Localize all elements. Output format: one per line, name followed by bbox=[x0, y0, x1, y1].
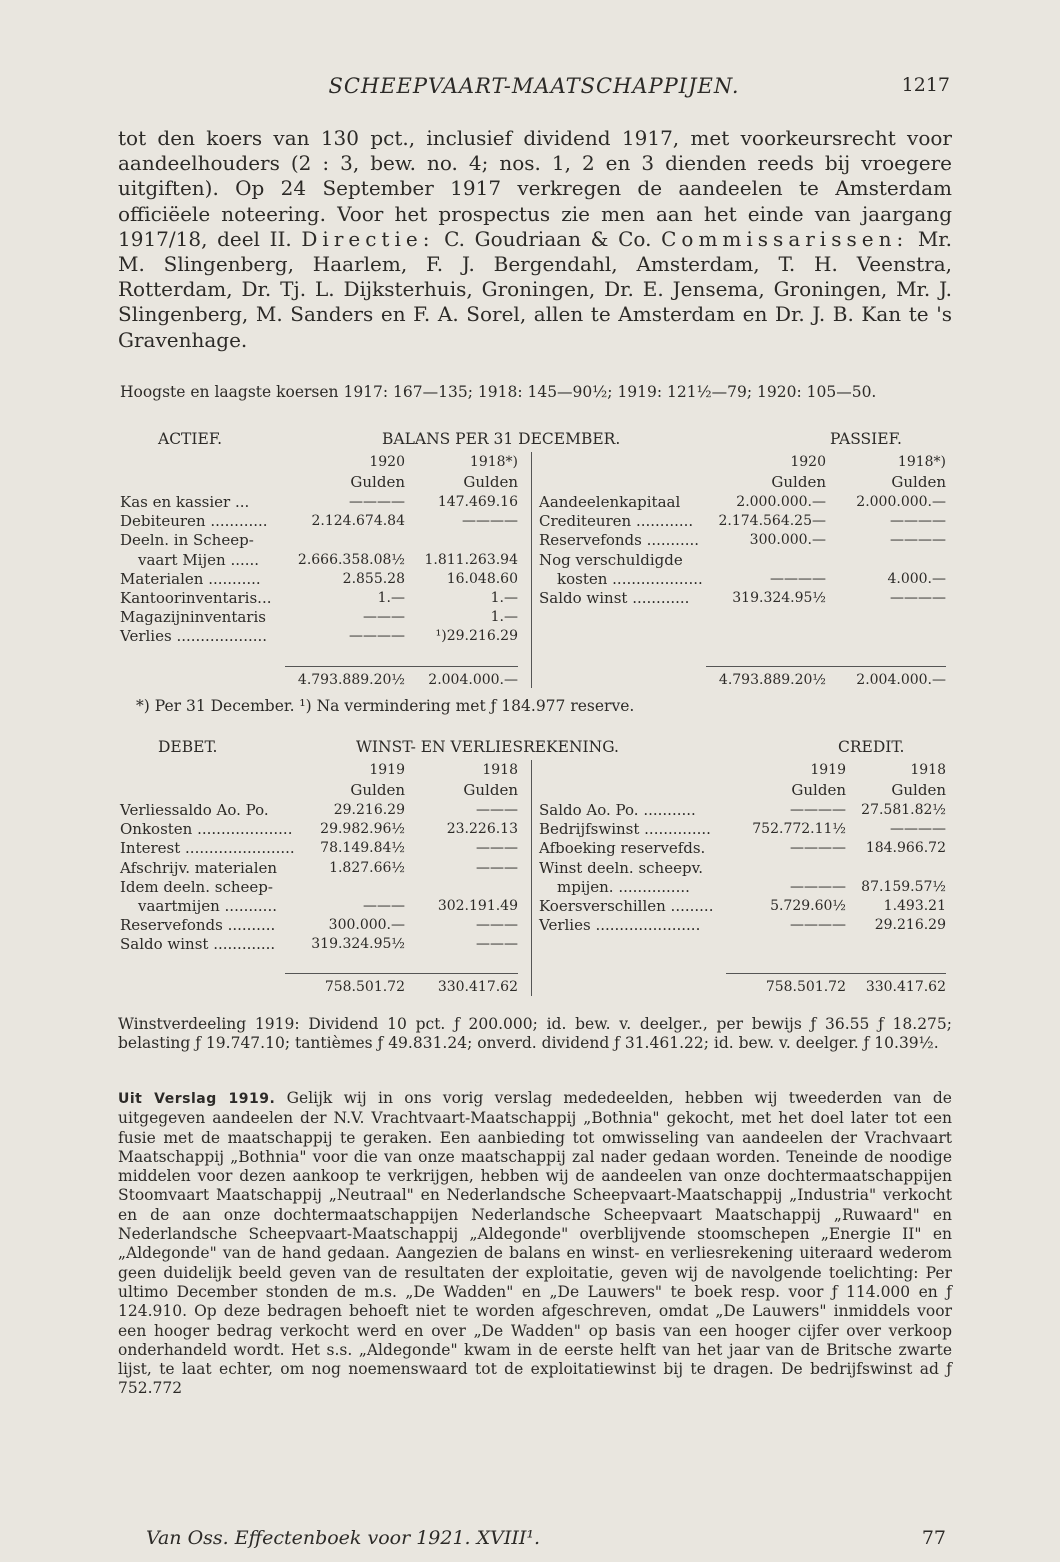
commissarissen-label: Commissarissen: bbox=[661, 226, 909, 251]
table-cell-value: ——— bbox=[476, 859, 518, 876]
unit-header: Gulden bbox=[891, 473, 946, 491]
table-cell-value: ¹)29.216.29 bbox=[435, 628, 518, 645]
total-value: 4.793.889.20½ bbox=[718, 672, 826, 688]
table-row-label: Verlies ................... bbox=[120, 627, 268, 646]
table-cell-value: 184.966.72 bbox=[865, 840, 946, 857]
table-row-label: Kantoorinventaris... bbox=[120, 589, 272, 607]
table-cell-value: 302.191.49 bbox=[437, 898, 518, 914]
table-row-label: vaartmijen ........... bbox=[138, 897, 277, 915]
table-cell-value: ———— bbox=[890, 821, 946, 838]
table-row-label: Bedrijfswinst .............. bbox=[539, 820, 711, 839]
verslag-lead: Uit Verslag 1919. bbox=[118, 1091, 276, 1107]
table-row-label: Saldo winst ............ bbox=[539, 589, 690, 607]
total-value: 330.417.62 bbox=[437, 979, 518, 995]
year-header: 1918 bbox=[482, 762, 518, 778]
unit-header: Gulden bbox=[463, 473, 518, 491]
table-cell-value: 300.000.— bbox=[328, 917, 405, 934]
year-header: 1920 bbox=[369, 454, 405, 470]
table-cell-value: 2.855.28 bbox=[342, 570, 405, 587]
table-cell-value: ——— bbox=[476, 840, 518, 857]
table-row-label: Magazijninventaris bbox=[120, 608, 266, 627]
table-cell-value: 29.216.29 bbox=[874, 917, 946, 934]
table-row-label: Interest ....................... bbox=[120, 839, 295, 858]
table-cell-value: 147.469.16 bbox=[437, 494, 518, 510]
table-cell-value: ——— bbox=[476, 802, 518, 818]
year-header: 1918*) bbox=[897, 454, 946, 470]
winst-debet-title: DEBET. bbox=[158, 738, 218, 756]
table-cell-value: 1.827.66½ bbox=[329, 859, 405, 876]
table-row-label: Materialen ........... bbox=[120, 569, 261, 588]
table-cell-value: ———— bbox=[890, 513, 946, 530]
table-row-label: Verliessaldo Ao. Po. bbox=[120, 801, 269, 819]
table-cell-value: 2.000.000.— bbox=[736, 494, 826, 510]
winstverdeeling-paragraph: Winstverdeeling 1919: Dividend 10 pct. ƒ 200.000; id. bew. v. deelger., per bewijs ƒ 36.55 ƒ 18.275; belasting ƒ 19.747.10; tantièmes ƒ 49.831.24; onverd. dividend ƒ 31.461.22; id. bew. v. deelger. ƒ 10.39½. bbox=[118, 1015, 952, 1053]
table-cell-value: 87.159.57½ bbox=[861, 878, 946, 895]
table-cell-value: 4.000.— bbox=[887, 570, 946, 587]
table-row-label: Kas en kassier ... bbox=[120, 493, 250, 511]
total-value: 758.501.72 bbox=[765, 979, 846, 995]
winst-credit-title: CREDIT. bbox=[838, 738, 905, 756]
table-row-label: Afboeking reservefds. bbox=[539, 839, 706, 858]
footer-source: Van Oss. Effectenboek voor 1921. XVIII¹. bbox=[146, 1527, 541, 1549]
table-cell-value: 1.— bbox=[490, 590, 518, 606]
table-cell-value: 78.149.84½ bbox=[320, 840, 405, 857]
table-cell-value: 752.772.11½ bbox=[752, 821, 846, 838]
page-number: 1217 bbox=[901, 74, 950, 96]
year-header: 1919 bbox=[369, 762, 405, 778]
table-row-label: Reservefonds .......... bbox=[120, 916, 276, 935]
total-rule bbox=[726, 973, 946, 974]
total-rule bbox=[285, 973, 518, 974]
footer bbox=[146, 1527, 946, 1553]
table-cell-value: 1.493.21 bbox=[883, 898, 946, 914]
table-cell-value: 5.729.60½ bbox=[770, 898, 846, 914]
balans-passief-title: PASSIEF. bbox=[830, 430, 902, 448]
table-row-label: Koersverschillen ......... bbox=[539, 897, 714, 915]
unit-header: Gulden bbox=[350, 473, 405, 491]
table-row-label: Onkosten .................... bbox=[120, 820, 293, 839]
table-cell-value: 27.581.82½ bbox=[861, 802, 946, 818]
table-row-label: Idem deeln. scheep- bbox=[120, 877, 273, 896]
table-row-label: kosten ................... bbox=[557, 569, 703, 588]
table-cell-value: 2.124.674.84 bbox=[311, 513, 405, 530]
unit-header: Gulden bbox=[350, 781, 405, 799]
verslag-text: Gelijk wij in ons vorig verslag mededeelden, hebben wij tweederden van de uitgegeven aandeelen der N.V. Vrachtvaart-Maatschappij „Bothnia" gekocht, met het doel later tot een fusie met de maatschappij te geraken. Een aanbieding tot omwisseling van aandeelen der Vrachvaart Maatschappij „Bothnia" voor die van onze maatschappij zal nader gedaan worden. Teneinde de noodige middelen voor dezen aankoop te verkrijgen, hebben wij de aandeelen van onze dochtermaatschappijen Stoomvaart Maatschappij „Neutraal" en Nederlandsche Scheepvaart-Maatschappij „Industria" verkocht en de aan onze dochtermaatschappijen Nederlandsche Scheepvaart Maatschappij „Ruwaard" en Nederlandsche Scheepvaart-Maatschappij „Aldegonde" overblijvende stoomschepen „Energie II" en „Aldegonde" van de hand gedaan. Aangezien de balans en winst- en verliesrekening uiteraard wederom geen duidelijk beeld geven van de resultaten der exploitatie, geven wij de navolgende toelichting: Per ultimo December stonden de m.s. „De Wadden" en „De Lauwers" te boek resp. voor ƒ 114.000 en ƒ 124.910. Op deze bedragen behoeft niet te worden afgeschreven, omdat „De Lauwers" inmiddels voor een hooger bedrag verkocht werd en over „De Wadden" op basis van een hooger cijfer over verkoop onderhandeld wordt. Het s.s. „Aldegonde" kwam in de eerste helft van het jaar van de Britsche zwarte lijst, te laat echter, om nog noemenswaard tot de exploitatiewinst bij te dragen. De bedrijfswinst ad ƒ 752.772 bbox=[118, 1089, 952, 1398]
table-cell-value: ——— bbox=[363, 898, 405, 914]
table-row-label: Crediteuren ............ bbox=[539, 512, 694, 531]
total-value: 758.501.72 bbox=[324, 979, 405, 995]
table-cell-value: 2.174.564.25— bbox=[718, 513, 826, 530]
table-cell-value: ———— bbox=[890, 590, 946, 606]
running-header bbox=[118, 74, 950, 104]
table-cell-value: ——— bbox=[363, 609, 405, 626]
table-cell-value: ——— bbox=[476, 917, 518, 934]
year-header: 1918*) bbox=[469, 454, 518, 470]
table-cell-value: 319.324.95½ bbox=[311, 936, 405, 953]
table-cell-value: ———— bbox=[790, 917, 846, 934]
verslag-paragraph bbox=[118, 1089, 952, 1399]
table-cell-value: ———— bbox=[349, 494, 405, 510]
table-row-label: Winst deeln. scheepv. bbox=[539, 858, 704, 877]
table-cell-value: 23.226.13 bbox=[446, 821, 518, 838]
table-cell-value: 2.000.000.— bbox=[856, 494, 946, 510]
table-cell-value: ———— bbox=[890, 532, 946, 549]
winst-title: WINST- EN VERLIESREKENING. bbox=[356, 738, 619, 756]
year-header: 1919 bbox=[810, 762, 846, 778]
unit-header: Gulden bbox=[891, 781, 946, 799]
unit-header: Gulden bbox=[791, 781, 846, 799]
table-row-label: Debiteuren ............ bbox=[120, 512, 268, 531]
table-row-label: Reservefonds ........... bbox=[539, 531, 700, 550]
balans-note: *) Per 31 December. ¹) Na vermindering met ƒ 184.977 reserve. bbox=[136, 697, 635, 715]
total-value: 330.417.62 bbox=[865, 979, 946, 995]
table-cell-value: ———— bbox=[790, 878, 846, 895]
unit-header: Gulden bbox=[463, 781, 518, 799]
commissarissen-value: Mr. M. Slingenberg, Haarlem, F. J. Bergendahl, Amsterdam, T. H. Veenstra, Rotterdam, Dr. Tj. L. Dijksterhuis, Groningen, Dr. E. Jensema, Groningen, Mr. J. Slingenberg, M. Sanders en F. A. Sorel, allen te Amsterdam en Dr. J. B. Kan te 's Gravenhage. bbox=[118, 226, 953, 352]
unit-header: Gulden bbox=[771, 473, 826, 491]
table-cell-value: ——— bbox=[476, 936, 518, 953]
table-cell-value: ———— bbox=[349, 628, 405, 645]
table-cell-value: 1.811.263.94 bbox=[424, 551, 518, 568]
balans-title: BALANS PER 31 DECEMBER. bbox=[382, 430, 621, 448]
intro-paragraph bbox=[118, 126, 952, 353]
balans-actief-title: ACTIEF. bbox=[158, 430, 223, 448]
total-value: 4.793.889.20½ bbox=[297, 672, 405, 688]
directie-label: Directie: bbox=[301, 226, 435, 251]
table-row-label: Saldo winst ............. bbox=[120, 935, 276, 954]
footer-page-number: 77 bbox=[921, 1527, 946, 1549]
table-row-label: Saldo Ao. Po. ........... bbox=[539, 801, 696, 819]
koersen-line: Hoogste en laagste koersen 1917: 167—135; 1918: 145—90½; 1919: 121½—79; 1920: 105—50. bbox=[120, 383, 877, 401]
table-row-label: vaart Mijen ...... bbox=[138, 550, 260, 569]
table-cell-value: 29.216.29 bbox=[333, 802, 405, 818]
year-header: 1920 bbox=[790, 454, 826, 470]
directie-value: C. Goudriaan & Co. bbox=[444, 226, 652, 251]
table-cell-value: 16.048.60 bbox=[446, 570, 518, 587]
total-value: 2.004.000.— bbox=[856, 672, 946, 688]
table-row-label: Afschrijv. materialen bbox=[120, 858, 278, 877]
table-cell-value: ———— bbox=[770, 570, 826, 587]
table-cell-value: 1.— bbox=[377, 590, 405, 606]
table-row-label: mpijen. ............... bbox=[557, 877, 690, 896]
table-cell-value: 300.000.— bbox=[749, 532, 826, 549]
table-cell-value: ———— bbox=[462, 513, 518, 530]
winst-divider bbox=[531, 760, 532, 996]
total-value: 2.004.000.— bbox=[428, 672, 518, 688]
year-header: 1918 bbox=[910, 762, 946, 778]
running-title: SCHEEPVAART-MAATSCHAPPIJEN. bbox=[328, 74, 740, 98]
table-cell-value: 319.324.95½ bbox=[732, 590, 826, 606]
intro-text: tot den koers van 130 pct., inclusief dividend 1917, met voorkeursrecht voor aandeelhouders (2 : 3, bew. no. 4; nos. 1, 2 en 3 dienden reeds bij vroegere uitgiften). Op 24 September 1917 verkregen de aandeelen te Amsterdam officiëele noteering. Voor het prospectus zie men aan het einde van jaargang 1917/18, deel II. bbox=[118, 126, 952, 251]
total-rule bbox=[706, 666, 946, 667]
table-cell-value: ———— bbox=[790, 802, 846, 818]
table-row-label: Verlies ...................... bbox=[539, 916, 701, 935]
table-cell-value: 1.— bbox=[490, 609, 518, 626]
balans-divider bbox=[531, 452, 532, 688]
total-rule bbox=[285, 666, 518, 667]
table-cell-value: 29.982.96½ bbox=[320, 821, 405, 838]
table-cell-value: ———— bbox=[790, 840, 846, 857]
table-row-label: Aandeelenkapitaal bbox=[539, 493, 681, 511]
table-cell-value: 2.666.358.08½ bbox=[297, 551, 405, 568]
table-row-label: Deeln. in Scheep- bbox=[120, 531, 254, 550]
table-row-label: Nog verschuldigde bbox=[539, 550, 683, 569]
